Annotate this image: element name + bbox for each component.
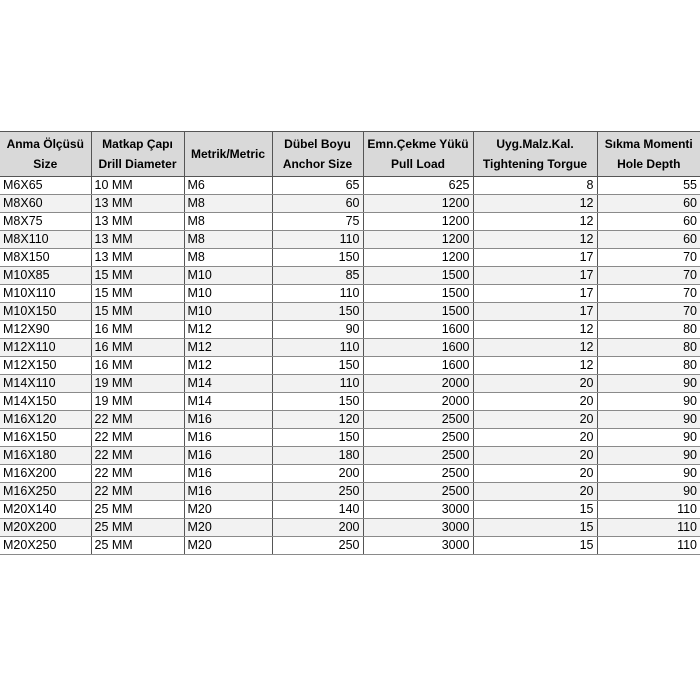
cell-tightening-torque: 12 <box>473 339 597 357</box>
cell-tightening-torque: 20 <box>473 411 597 429</box>
cell-pull-load: 1200 <box>363 195 473 213</box>
cell-tightening-torque: 20 <box>473 483 597 501</box>
cell-anchor-size: 150 <box>272 303 363 321</box>
table-row <box>0 537 700 555</box>
cell-anchor-size: 200 <box>272 519 363 537</box>
cell-pull-load: 1200 <box>363 231 473 249</box>
cell-hole-depth: 80 <box>597 321 700 339</box>
cell-pull-load: 2500 <box>363 411 473 429</box>
cell-anchor-size: 250 <box>272 483 363 501</box>
cell-metric: M8 <box>184 249 272 267</box>
cell-anchor-size: 110 <box>272 375 363 393</box>
cell-tightening-torque: 20 <box>473 465 597 483</box>
cell-pull-load: 1500 <box>363 285 473 303</box>
cell-hole-depth: 90 <box>597 393 700 411</box>
cell-anchor-size: 75 <box>272 213 363 231</box>
cell-pull-load: 2500 <box>363 465 473 483</box>
cell-pull-load: 1200 <box>363 213 473 231</box>
cell-drill-diameter: 22 MM <box>91 411 184 429</box>
header-pull-load <box>363 132 473 177</box>
cell-tightening-torque: 12 <box>473 321 597 339</box>
cell-anchor-size: 85 <box>272 267 363 285</box>
table-row <box>0 321 700 339</box>
cell-tightening-torque: 12 <box>473 357 597 375</box>
cell-drill-diameter: 19 MM <box>91 375 184 393</box>
cell-hole-depth: 60 <box>597 213 700 231</box>
cell-drill-diameter: 15 MM <box>91 285 184 303</box>
cell-metric: M20 <box>184 519 272 537</box>
header-pull-load-en: Pull Load <box>391 157 445 171</box>
cell-pull-load: 3000 <box>363 501 473 519</box>
cell-drill-diameter: 15 MM <box>91 267 184 285</box>
cell-drill-diameter: 22 MM <box>91 483 184 501</box>
cell-anchor-size: 65 <box>272 177 363 195</box>
table-row <box>0 357 700 375</box>
cell-metric: M16 <box>184 411 272 429</box>
cell-anchor-size: 150 <box>272 357 363 375</box>
cell-tightening-torque: 15 <box>473 519 597 537</box>
cell-drill-diameter: 16 MM <box>91 321 184 339</box>
cell-metric: M14 <box>184 375 272 393</box>
cell-tightening-torque: 20 <box>473 375 597 393</box>
cell-size: M8X75 <box>0 213 91 231</box>
cell-hole-depth: 80 <box>597 357 700 375</box>
cell-tightening-torque: 15 <box>473 501 597 519</box>
cell-tightening-torque: 20 <box>473 429 597 447</box>
cell-pull-load: 1200 <box>363 249 473 267</box>
cell-anchor-size: 110 <box>272 285 363 303</box>
table-row <box>0 195 700 213</box>
cell-anchor-size: 250 <box>272 537 363 555</box>
cell-size: M16X200 <box>0 465 91 483</box>
cell-size: M8X150 <box>0 249 91 267</box>
cell-metric: M12 <box>184 357 272 375</box>
cell-size: M8X110 <box>0 231 91 249</box>
cell-hole-depth: 90 <box>597 465 700 483</box>
cell-pull-load: 1500 <box>363 267 473 285</box>
cell-size: M16X150 <box>0 429 91 447</box>
cell-hole-depth: 90 <box>597 411 700 429</box>
cell-anchor-size: 180 <box>272 447 363 465</box>
cell-metric: M12 <box>184 339 272 357</box>
cell-hole-depth: 60 <box>597 231 700 249</box>
cell-size: M12X150 <box>0 357 91 375</box>
header-drill-diameter-tr: Matkap Çapı <box>102 137 173 151</box>
cell-metric: M12 <box>184 321 272 339</box>
cell-pull-load: 1600 <box>363 357 473 375</box>
cell-drill-diameter: 10 MM <box>91 177 184 195</box>
cell-pull-load: 1600 <box>363 339 473 357</box>
cell-drill-diameter: 13 MM <box>91 213 184 231</box>
cell-hole-depth: 70 <box>597 249 700 267</box>
cell-hole-depth: 110 <box>597 519 700 537</box>
header-metric <box>184 132 272 177</box>
cell-metric: M8 <box>184 195 272 213</box>
anchor-spec-table-container <box>0 131 700 555</box>
cell-metric: M16 <box>184 483 272 501</box>
cell-size: M16X180 <box>0 447 91 465</box>
cell-hole-depth: 90 <box>597 447 700 465</box>
header-anchor-size <box>272 132 363 177</box>
table-row <box>0 303 700 321</box>
table-row <box>0 519 700 537</box>
cell-drill-diameter: 22 MM <box>91 465 184 483</box>
cell-tightening-torque: 8 <box>473 177 597 195</box>
cell-tightening-torque: 17 <box>473 285 597 303</box>
cell-hole-depth: 90 <box>597 429 700 447</box>
cell-size: M10X150 <box>0 303 91 321</box>
cell-metric: M16 <box>184 465 272 483</box>
cell-size: M20X200 <box>0 519 91 537</box>
cell-drill-diameter: 16 MM <box>91 357 184 375</box>
cell-pull-load: 1500 <box>363 303 473 321</box>
cell-tightening-torque: 17 <box>473 267 597 285</box>
cell-hole-depth: 110 <box>597 537 700 555</box>
header-drill-diameter-en: Drill Diameter <box>98 157 177 171</box>
cell-pull-load: 2500 <box>363 429 473 447</box>
cell-size: M12X90 <box>0 321 91 339</box>
table-row <box>0 393 700 411</box>
cell-pull-load: 2500 <box>363 483 473 501</box>
table-row <box>0 483 700 501</box>
cell-anchor-size: 110 <box>272 231 363 249</box>
cell-metric: M6 <box>184 177 272 195</box>
cell-metric: M16 <box>184 429 272 447</box>
cell-pull-load: 2000 <box>363 393 473 411</box>
cell-size: M20X250 <box>0 537 91 555</box>
cell-drill-diameter: 22 MM <box>91 447 184 465</box>
cell-drill-diameter: 13 MM <box>91 231 184 249</box>
header-size-tr: Anma Ölçüsü <box>6 137 84 151</box>
cell-pull-load: 2000 <box>363 375 473 393</box>
cell-pull-load: 625 <box>363 177 473 195</box>
cell-pull-load: 3000 <box>363 537 473 555</box>
header-hole-depth <box>597 132 700 177</box>
table-row <box>0 501 700 519</box>
cell-anchor-size: 110 <box>272 339 363 357</box>
cell-metric: M14 <box>184 393 272 411</box>
cell-anchor-size: 140 <box>272 501 363 519</box>
cell-hole-depth: 60 <box>597 195 700 213</box>
cell-anchor-size: 150 <box>272 249 363 267</box>
table-row <box>0 249 700 267</box>
header-anchor-size-en: Anchor Size <box>282 157 353 171</box>
cell-tightening-torque: 20 <box>473 447 597 465</box>
header-hole-depth-en: Hole Depth <box>617 157 681 171</box>
table-row <box>0 465 700 483</box>
cell-drill-diameter: 25 MM <box>91 519 184 537</box>
cell-drill-diameter: 22 MM <box>91 429 184 447</box>
header-tightening-torque <box>473 132 597 177</box>
table-row <box>0 267 700 285</box>
cell-metric: M20 <box>184 501 272 519</box>
header-drill-diameter <box>91 132 184 177</box>
cell-pull-load: 1600 <box>363 321 473 339</box>
cell-hole-depth: 110 <box>597 501 700 519</box>
header-pull-load-tr: Emn.Çekme Yükü <box>367 137 469 151</box>
cell-metric: M10 <box>184 267 272 285</box>
cell-size: M14X150 <box>0 393 91 411</box>
cell-anchor-size: 150 <box>272 429 363 447</box>
anchor-spec-table <box>0 131 700 555</box>
cell-metric: M10 <box>184 285 272 303</box>
cell-size: M20X140 <box>0 501 91 519</box>
cell-drill-diameter: 15 MM <box>91 303 184 321</box>
cell-size: M16X250 <box>0 483 91 501</box>
table-row <box>0 213 700 231</box>
cell-size: M10X85 <box>0 267 91 285</box>
table-row <box>0 285 700 303</box>
cell-tightening-torque: 12 <box>473 231 597 249</box>
table-row <box>0 231 700 249</box>
header-anchor-size-tr: Dübel Boyu <box>284 137 351 151</box>
table-row <box>0 429 700 447</box>
cell-hole-depth: 55 <box>597 177 700 195</box>
cell-tightening-torque: 15 <box>473 537 597 555</box>
table-header <box>0 132 700 177</box>
cell-size: M8X60 <box>0 195 91 213</box>
cell-drill-diameter: 13 MM <box>91 249 184 267</box>
cell-anchor-size: 200 <box>272 465 363 483</box>
table-row <box>0 447 700 465</box>
cell-tightening-torque: 17 <box>473 303 597 321</box>
cell-hole-depth: 70 <box>597 303 700 321</box>
header-size-en: Size <box>33 157 58 171</box>
cell-size: M12X110 <box>0 339 91 357</box>
cell-metric: M8 <box>184 231 272 249</box>
cell-size: M6X65 <box>0 177 91 195</box>
cell-metric: M10 <box>184 303 272 321</box>
cell-drill-diameter: 25 MM <box>91 501 184 519</box>
cell-anchor-size: 120 <box>272 411 363 429</box>
cell-anchor-size: 150 <box>272 393 363 411</box>
cell-hole-depth: 90 <box>597 483 700 501</box>
table-row <box>0 339 700 357</box>
cell-metric: M8 <box>184 213 272 231</box>
cell-anchor-size: 60 <box>272 195 363 213</box>
cell-metric: M20 <box>184 537 272 555</box>
table-row <box>0 411 700 429</box>
table-row <box>0 177 700 195</box>
cell-drill-diameter: 25 MM <box>91 537 184 555</box>
cell-tightening-torque: 12 <box>473 195 597 213</box>
cell-pull-load: 3000 <box>363 519 473 537</box>
cell-hole-depth: 80 <box>597 339 700 357</box>
table-row <box>0 375 700 393</box>
cell-hole-depth: 70 <box>597 267 700 285</box>
header-tightening-torque-tr: Uyg.Malz.Kal. <box>496 137 574 151</box>
header-size <box>0 132 91 177</box>
cell-drill-diameter: 13 MM <box>91 195 184 213</box>
cell-hole-depth: 70 <box>597 285 700 303</box>
header-tightening-torque-en: Tightening Torgue <box>482 157 588 171</box>
cell-tightening-torque: 17 <box>473 249 597 267</box>
cell-anchor-size: 90 <box>272 321 363 339</box>
cell-drill-diameter: 19 MM <box>91 393 184 411</box>
cell-tightening-torque: 12 <box>473 213 597 231</box>
cell-size: M16X120 <box>0 411 91 429</box>
table-body <box>0 177 700 555</box>
header-row <box>0 132 700 177</box>
cell-size: M14X110 <box>0 375 91 393</box>
cell-drill-diameter: 16 MM <box>91 339 184 357</box>
cell-size: M10X110 <box>0 285 91 303</box>
header-hole-depth-tr: Sıkma Momenti <box>604 137 693 151</box>
cell-hole-depth: 90 <box>597 375 700 393</box>
cell-tightening-torque: 20 <box>473 393 597 411</box>
header-metric-label: Metrik/Metric <box>190 147 266 161</box>
cell-metric: M16 <box>184 447 272 465</box>
cell-pull-load: 2500 <box>363 447 473 465</box>
